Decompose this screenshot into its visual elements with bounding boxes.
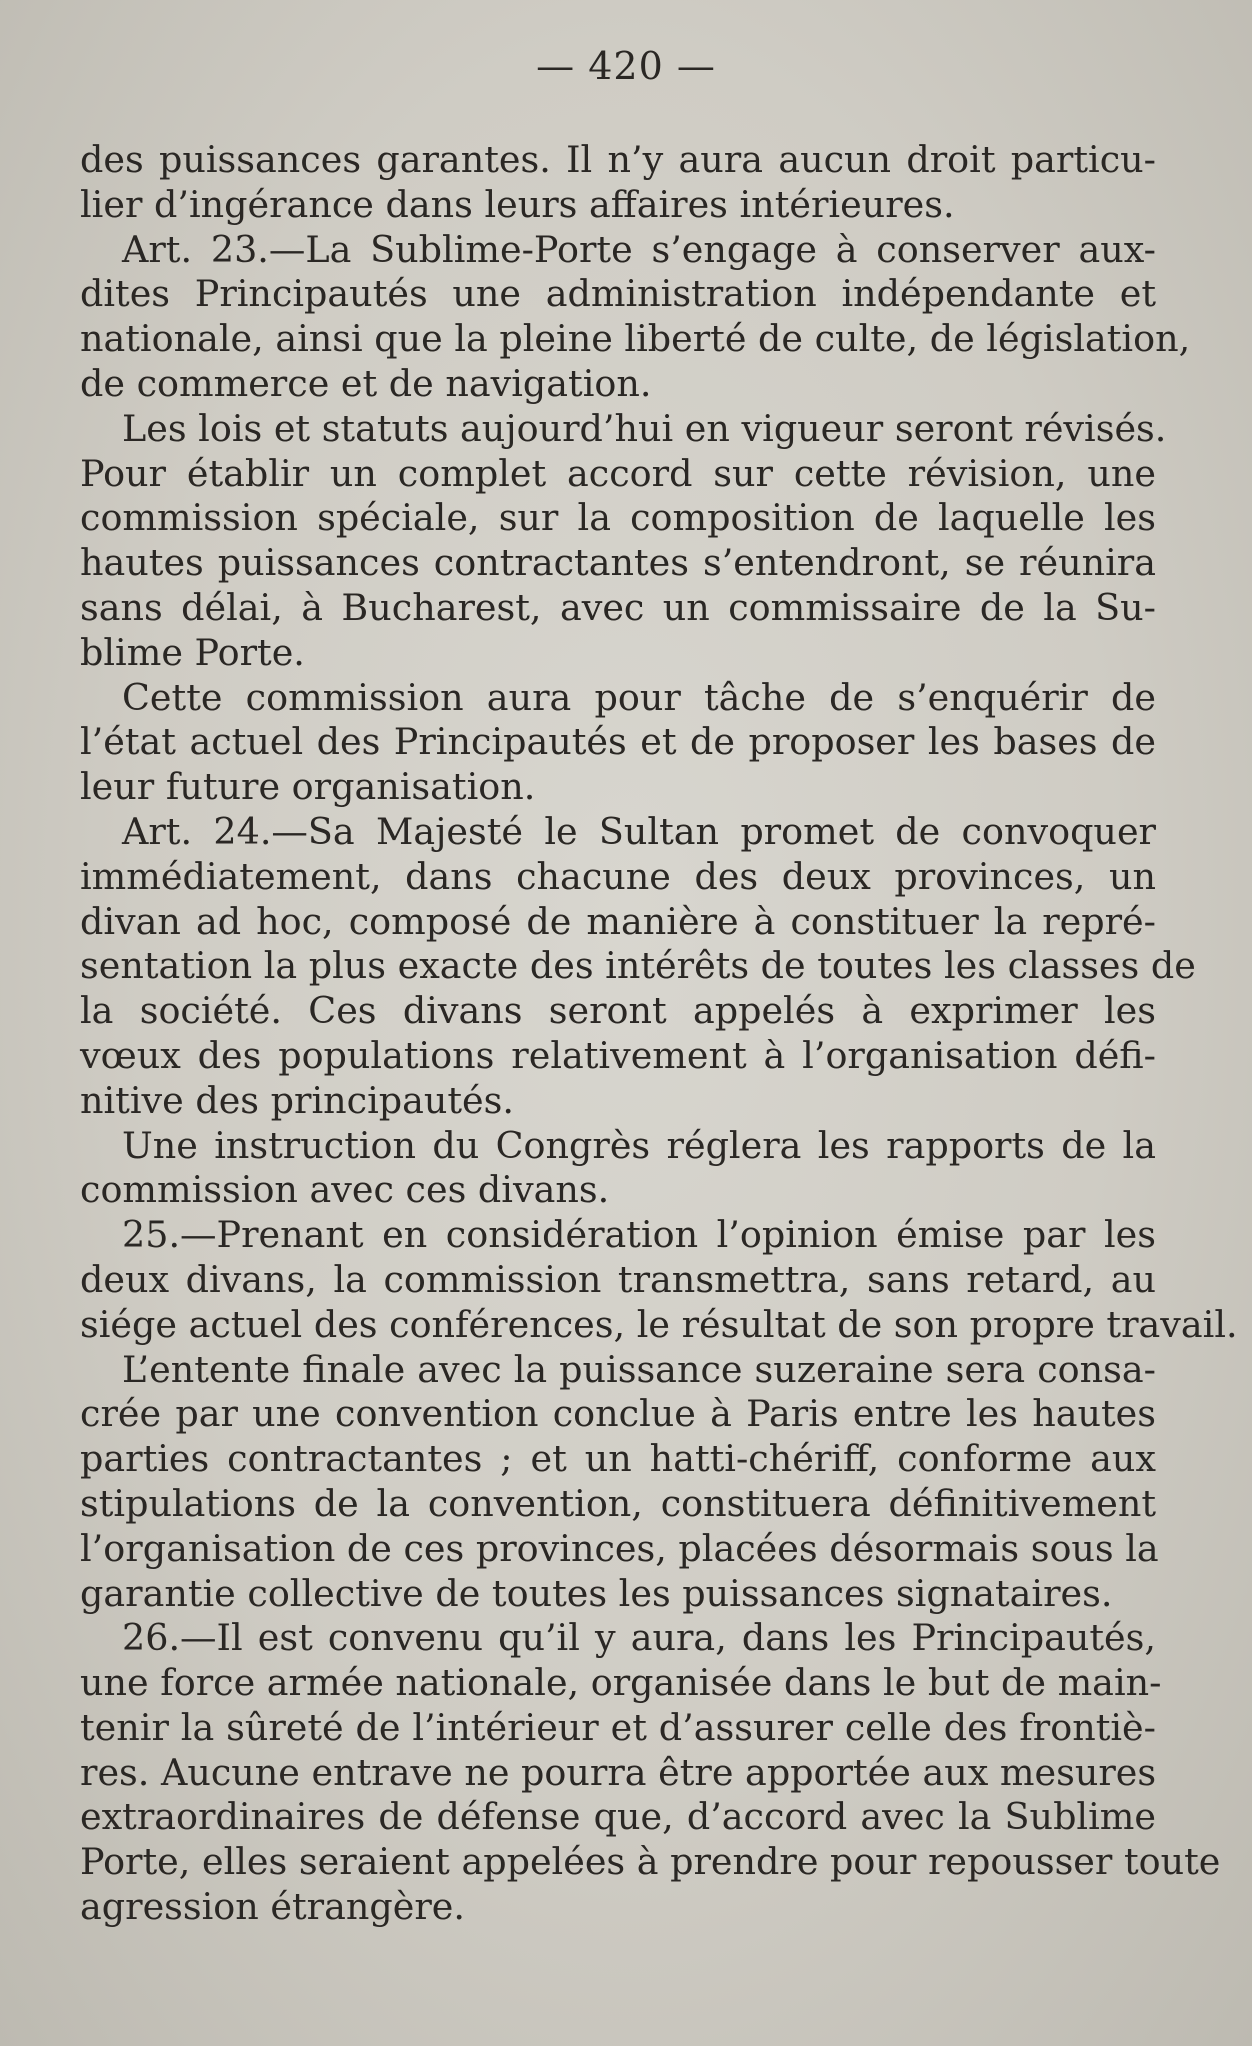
text-line: L’entente finale avec la puissance suzeraine sera consa- — [122, 1347, 1156, 1391]
text-line: stipulations de la convention, constituera définitivement — [80, 1481, 1156, 1525]
text-line: Art. 24.—Sa Majesté le Sultan promet de convoquer — [122, 809, 1156, 853]
text-line: sentation la plus exacte des intérêts de toutes les classes de — [80, 944, 1196, 988]
text-line: nitive des principautés. — [80, 1078, 514, 1122]
page-number: — 420 — — [536, 44, 716, 88]
text-line: res. Aucune entrave ne pourra être apportée aux mesures — [80, 1750, 1157, 1794]
text-line: nationale, ainsi que la pleine liberté de culte, de législation, — [80, 317, 1191, 361]
text-line: dites Principautés une administration indépendante et — [80, 272, 1156, 316]
text-line: extraordinaires de défense que, d’accord avec la Sublime — [80, 1795, 1156, 1839]
text-line: Les lois et statuts aujourd’hui en vigueur seront révisés. — [122, 406, 1167, 450]
text-line: crée par une convention conclue à Paris entre les hautes — [80, 1392, 1156, 1436]
text-line: Art. 23.—La Sublime-Porte s’engage à conserver aux- — [122, 227, 1156, 271]
text-line: 26.—Il est convenu qu’il y aura, dans les Principautés, — [122, 1616, 1156, 1660]
text-line: siége actuel des conférences, le résultat de son propre travail. — [80, 1302, 1238, 1346]
text-line: Une instruction du Congrès réglera les rapports de la — [122, 1123, 1156, 1167]
text-line: hautes puissances contractantes s’entendront, se réunira — [80, 541, 1156, 585]
text-line: 25.—Prenant en considération l’opinion émise par les — [122, 1213, 1156, 1257]
text-line: l’état actuel des Principautés et de proposer les bases de — [80, 720, 1156, 764]
text-line: divan ad hoc, composé de manière à constituer la repré- — [80, 899, 1156, 943]
text-line: commission avec ces divans. — [80, 1168, 610, 1212]
text-line: Porte, elles seraient appelées à prendre pour repousser toute — [80, 1840, 1221, 1884]
text-line: garantie collective de toutes les puissances signataires. — [80, 1571, 1113, 1615]
text-line: vœux des populations relativement à l’organisation défi- — [80, 1033, 1156, 1077]
body-text — [80, 138, 1238, 1930]
text-line: agression étrangère. — [80, 1885, 465, 1929]
text-line: immédiatement, dans chacune des deux provinces, un — [80, 854, 1156, 898]
text-line: sans délai, à Bucharest, avec un commissaire de la Su- — [80, 585, 1156, 629]
text-line: l’organisation de ces provinces, placées désormais sous la — [80, 1526, 1159, 1570]
text-line: une force armée nationale, organisée dans le but de main- — [80, 1661, 1162, 1705]
text-line: de commerce et de navigation. — [80, 361, 652, 405]
text-line: des puissances garantes. Il n’y aura aucun droit particu- — [80, 138, 1156, 181]
text-line: leur future organisation. — [80, 765, 536, 809]
text-line: Pour établir un complet accord sur cette révision, une — [80, 451, 1156, 495]
text-line: Cette commission aura pour tâche de s’enquérir de — [122, 675, 1156, 719]
text-line: tenir la sûreté de l’intérieur et d’assurer celle des frontiè- — [80, 1705, 1156, 1749]
text-line: blime Porte. — [80, 630, 305, 674]
text-line: la société. Ces divans seront appelés à exprimer les — [80, 989, 1156, 1033]
text-line: parties contractantes ; et un hatti-chériff, conforme aux — [80, 1437, 1156, 1481]
text-line: commission spéciale, sur la composition de laquelle les — [80, 496, 1156, 540]
text-line: deux divans, la commission transmettra, sans retard, au — [80, 1257, 1156, 1301]
text-line: lier d’ingérance dans leurs affaires intérieures. — [80, 182, 955, 226]
